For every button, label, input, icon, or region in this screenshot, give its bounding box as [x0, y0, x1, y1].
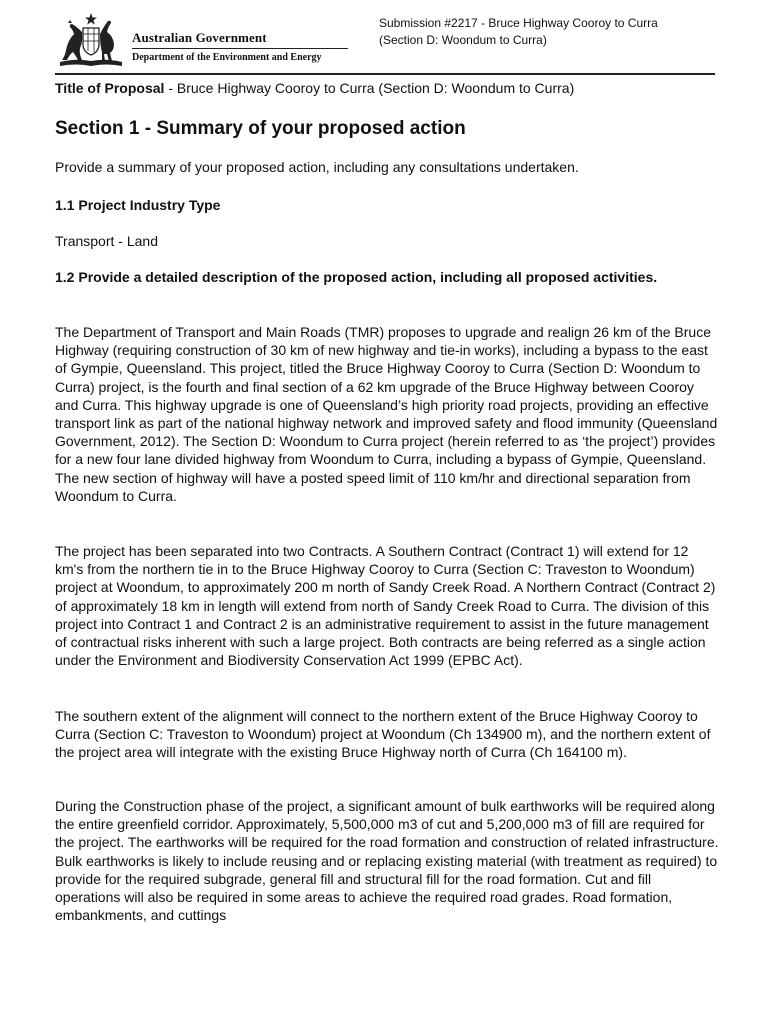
- description-paragraph-2: The project has been separated into two Contracts. A Southern Contract (Contract 1) will extend for 12 km's from the northern tie in to the Bruce Highway Cooroy to Curra (Section C: Traveston to Woondum) project at Woondum, to approximately 200 m north of Sandy Creek Road. A Northern Contract (Contract 2) of approximately 18 km in length will extend from north of Sandy Creek Road to Curra. The division of this project into Contract 1 and Contract 2 is an administrative requirement to assist in the future management of contractual risks inherent with such a large project. Both contracts are being referred as a single action under the Environment and Biodiversity Conservation Act 1999 (EPBC Act).: [55, 543, 716, 669]
- title-of-proposal: [55, 80, 574, 96]
- description-paragraph-4: During the Construction phase of the project, a significant amount of bulk earthworks will be required along the entire greenfield corridor. Approximately, 5,500,000 m3 of cut and 5,200,000 m3 of fill are required for the project. The earthworks will be required for the road formation and construction of related infrastructure. Bulk earthworks is likely to include reusing and or replacing existing material (with treatment as required) to provide for the required subgrade, general fill and structural fill for the road formation. Cut and fill operations will also be required in some areas to achieve the required road grades. Road formation, embankments, and cuttings: [55, 798, 719, 924]
- title-label: Title of Proposal: [55, 80, 165, 96]
- submission-reference: [379, 15, 699, 49]
- description-paragraph-3: The southern extent of the alignment will connect to the northern extent of the Bruce Highway Cooroy to Curra (Section C: Traveston to Woondum) project at Woondum (Ch 134900 m), and the northern extent of the project area will integrate with the existing Bruce Highway north of Curra (Ch 164100 m).: [55, 708, 711, 761]
- government-name: Australian Government: [132, 30, 267, 45]
- question-1-answer: Transport - Land: [55, 233, 158, 249]
- question-1-heading: 1.1 Project Industry Type: [55, 197, 221, 213]
- title-value: Bruce Highway Cooroy to Curra (Section D: Woondum to Curra): [176, 80, 575, 96]
- title-separator: -: [164, 80, 177, 96]
- header-divider: [55, 73, 715, 75]
- description-paragraph-1: The Department of Transport and Main Roads (TMR) proposes to upgrade and realign 26 km of the Bruce Highway (requiring construction of 30 km of new highway and tie-in works), including a bypass to the east of Gympie, Queensland. This project, titled the Bruce Highway Cooroy to Curra (Section D: Woondum to Curra) project, is the fourth and final section of a 62 km upgrade of the Bruce Highway between Cooroy and Curra. This highway upgrade is one of Queensland’s high priority road projects, providing an effective transport link as part of the national highway network and improved safety and flood immunity (Queensland Government, 2012). The Section D: Woondum to Curra project (herein referred to as ‘the project’) provides for a new four lane divided highway from Woondum to Curra, including a bypass of Gympie, Queensland. The new section of highway will have a posted speed limit of 110 km/hr and directional separation from Woondum to Curra.: [55, 324, 718, 504]
- intro-text: Provide a summary of your proposed action, including any consultations undertaken.: [55, 159, 579, 175]
- coat-of-arms-icon: [56, 12, 126, 70]
- section-title: Section 1 - Summary of your proposed action: [55, 118, 466, 139]
- submission-line-2: (Section D: Woondum to Curra): [379, 33, 547, 47]
- divider: [132, 48, 348, 49]
- document-header: [0, 0, 770, 80]
- department-name: Department of the Environment and Energy: [132, 52, 322, 63]
- submission-line-1: Submission #2217 - Bruce Highway Cooroy to Curra: [379, 16, 658, 30]
- question-2-heading: 1.2 Provide a detailed description of the proposed action, including all proposed activities.: [55, 269, 658, 285]
